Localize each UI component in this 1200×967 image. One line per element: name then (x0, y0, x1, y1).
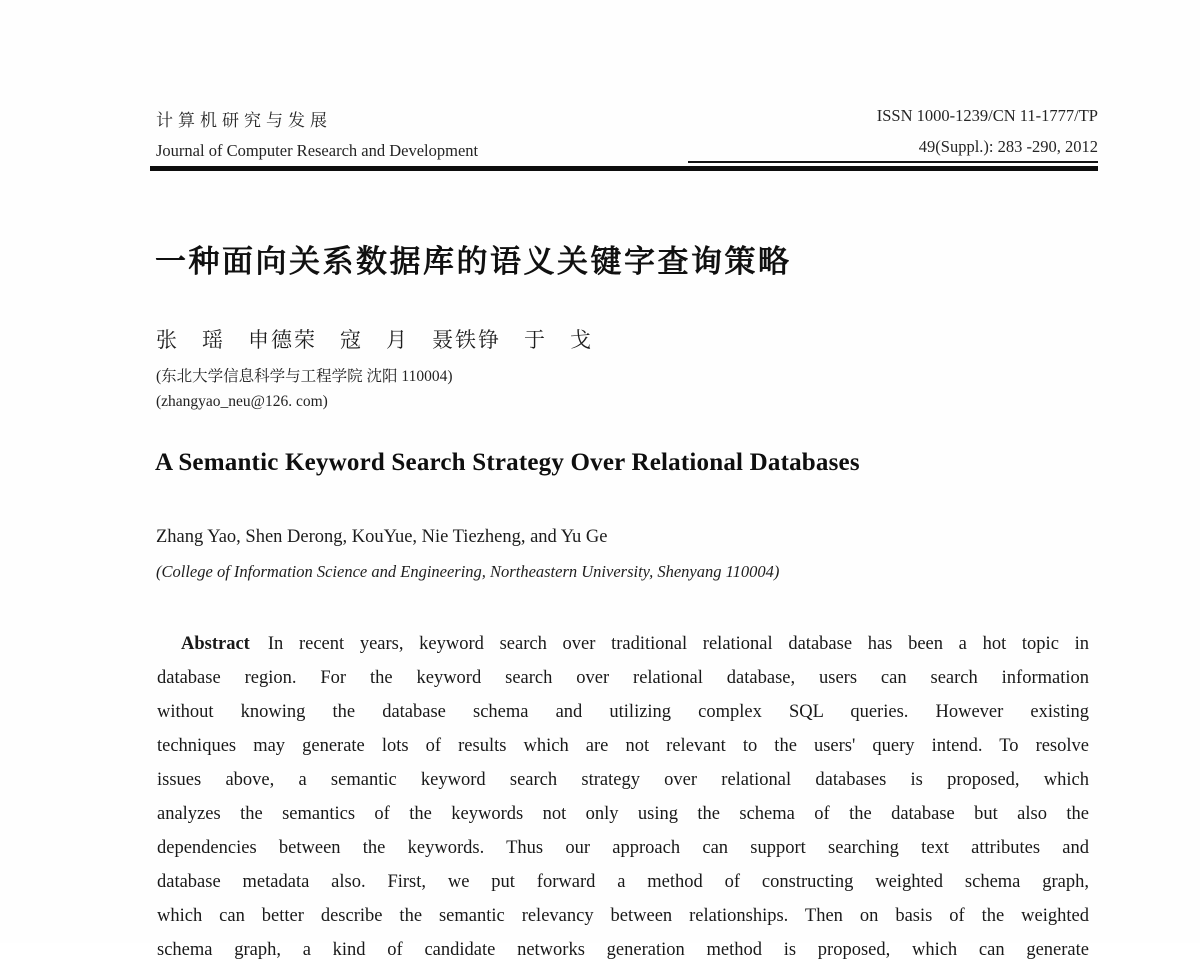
header-thin-rule (688, 161, 1098, 163)
journal-name-en: Journal of Computer Research and Development (156, 141, 479, 160)
affiliation-en: (College of Information Science and Engineering, Northeastern University, Shenyang 110004) (156, 562, 780, 581)
issn-line: ISSN 1000-1239/CN 11-1777/TP (876, 106, 1098, 125)
abstract-line: dependencies between the keywords. Thus our approach can support searching text attributes and (157, 838, 1089, 858)
author-email: (zhangyao_neu@126. com) (156, 393, 328, 410)
abstract-line-text: In recent years, keyword search over traditional relational database has been a hot topic in (267, 634, 1089, 654)
journal-name-cn: 计算机研究与发展 (156, 111, 332, 130)
abstract-label: Abstract (181, 634, 250, 654)
abstract-line: which can better describe the semantic relevancy between relationships. Then on basis of the weighted (157, 906, 1089, 926)
authors-cn: 张 瑶 申德荣 寇 月 聂铁铮 于 戈 (156, 328, 593, 352)
abstract-line (157, 627, 1089, 661)
abstract-paragraph (157, 627, 1089, 967)
header-thick-rule (150, 166, 1098, 171)
abstract-line-clipped: schema graph, a kind of candidate networks generation method is proposed, which can generate (157, 940, 1089, 960)
affiliation-cn: (东北大学信息科学与工程学院 沈阳 110004) (156, 368, 453, 385)
paper-title-cn: 一种面向关系数据库的语义关键字查询策略 (155, 244, 792, 280)
abstract-line: database metadata also. First, we put forward a method of constructing weighted schema graph, (157, 872, 1089, 892)
abstract-line: without knowing the database schema and utilizing complex SQL queries. However existing (157, 702, 1089, 722)
abstract-line: analyzes the semantics of the keywords not only using the schema of the database but also the (157, 804, 1089, 824)
issue-pages-line: 49(Suppl.): 283 -290, 2012 (918, 137, 1098, 156)
abstract-line: techniques may generate lots of results which are not relevant to the users' query intend. To resolve (157, 736, 1089, 756)
abstract-line: database region. For the keyword search over relational database, users can search information (157, 668, 1089, 688)
authors-en: Zhang Yao, Shen Derong, KouYue, Nie Tiezheng, and Yu Ge (156, 527, 608, 547)
abstract-line: issues above, a semantic keyword search strategy over relational databases is proposed, which (157, 770, 1089, 790)
paper-title-en: A Semantic Keyword Search Strategy Over Relational Databases (155, 449, 860, 476)
